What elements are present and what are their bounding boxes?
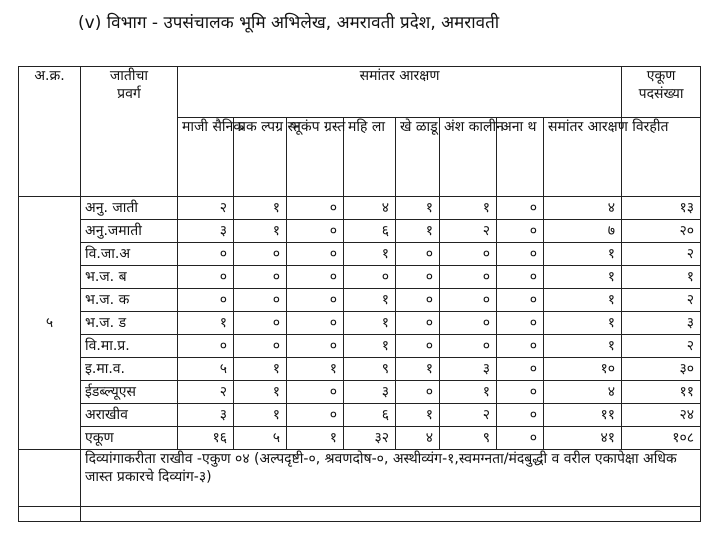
table-row: [19, 358, 701, 381]
value-cell: १: [344, 312, 396, 335]
value-cell: १: [178, 312, 234, 335]
serial-number: ५: [19, 197, 81, 450]
category-cell: भ.ज. ड: [81, 312, 178, 335]
value-cell: ०: [497, 197, 544, 220]
value-cell: ०: [497, 266, 544, 289]
value-cell: १: [234, 381, 287, 404]
value-cell: १: [344, 335, 396, 358]
table-row: [19, 404, 701, 427]
disability-note: दिव्यांगाकरीता राखीव -एकुण ०४ (अल्पदृष्टी-०, श्रवणदोष-०, अस्थीव्यंग-१,स्वमग्नता/मंदबुद्धी व वरील एकापेक्षा अधिक जास्त प्रकारचे दिव्यांग-३): [81, 450, 701, 507]
value-cell: ०: [234, 266, 287, 289]
value-cell: ०: [287, 289, 344, 312]
category-cell-total: एकूण: [81, 427, 178, 450]
table-row: [19, 220, 701, 243]
subheader-ex-servicemen: माजी सैनिक: [178, 118, 234, 197]
value-cell: १: [344, 289, 396, 312]
category-cell: अनु. जाती: [81, 197, 178, 220]
header-row-1: [19, 67, 701, 118]
value-cell: ३: [178, 220, 234, 243]
value-cell: १: [440, 381, 497, 404]
value-cell: ४: [344, 197, 396, 220]
value-cell: ४: [544, 197, 622, 220]
total-cell: ११: [622, 381, 701, 404]
value-cell: ०: [440, 289, 497, 312]
value-cell: १: [440, 197, 497, 220]
value-cell: ०: [234, 335, 287, 358]
total-cell: ३: [622, 312, 701, 335]
value-cell: १: [544, 289, 622, 312]
subheader-without-parallel: समांतर आरक्षण विरहीत: [544, 118, 622, 197]
value-cell: ०: [287, 266, 344, 289]
value-cell: १: [234, 404, 287, 427]
category-cell: अनु.जमाती: [81, 220, 178, 243]
value-cell: १: [396, 358, 440, 381]
value-cell: ०: [440, 312, 497, 335]
value-cell: ४१: [544, 427, 622, 450]
value-cell: ०: [497, 220, 544, 243]
partial-cell: [81, 507, 701, 522]
note-serial-blank: [19, 450, 81, 507]
value-cell: ०: [178, 289, 234, 312]
value-cell: १६: [178, 427, 234, 450]
header-category-line1: जातीचा: [109, 68, 149, 84]
value-cell: ०: [344, 266, 396, 289]
value-cell: ०: [234, 289, 287, 312]
value-cell: २: [440, 404, 497, 427]
disability-note-row: [19, 450, 701, 507]
value-cell: ३: [344, 381, 396, 404]
value-cell: ०: [396, 312, 440, 335]
value-cell: २: [178, 381, 234, 404]
total-cell: १३: [622, 197, 701, 220]
value-cell: ०: [497, 404, 544, 427]
grand-total-cell: १०८: [622, 427, 701, 450]
header-parallel-reservation: समांतर आरक्षण: [178, 67, 622, 118]
header-total-line2: पदसंख्या: [638, 86, 684, 102]
value-cell: ९: [344, 358, 396, 381]
value-cell: ५: [178, 358, 234, 381]
table-row: [19, 289, 701, 312]
value-cell: ३: [178, 404, 234, 427]
category-cell: अराखीव: [81, 404, 178, 427]
table-row: [19, 197, 701, 220]
value-cell: ०: [497, 427, 544, 450]
subheader-part-time: अंश कालीन: [440, 118, 497, 197]
value-cell: ०: [287, 220, 344, 243]
table-row: [19, 243, 701, 266]
header-total-line1: एकूण: [646, 68, 676, 84]
value-cell: १: [544, 335, 622, 358]
value-cell: १: [544, 243, 622, 266]
total-cell: २०: [622, 220, 701, 243]
value-cell: ०: [396, 335, 440, 358]
table-row: [19, 312, 701, 335]
value-cell: ०: [396, 266, 440, 289]
total-cell: २: [622, 335, 701, 358]
total-cell: १: [622, 266, 701, 289]
value-cell: ०: [497, 243, 544, 266]
value-cell: ०: [497, 381, 544, 404]
total-cell: २: [622, 289, 701, 312]
value-cell: ०: [178, 243, 234, 266]
value-cell: ४: [544, 381, 622, 404]
value-cell: ०: [178, 266, 234, 289]
header-total-posts: [622, 67, 701, 118]
category-cell: ईडब्ल्यूएस: [81, 381, 178, 404]
category-cell: भ.ज. ब: [81, 266, 178, 289]
value-cell: ०: [396, 289, 440, 312]
value-cell: १: [544, 266, 622, 289]
category-cell: वि.जा.अ: [81, 243, 178, 266]
value-cell: ६: [344, 220, 396, 243]
table-row: [19, 381, 701, 404]
value-cell: ५: [234, 427, 287, 450]
value-cell: ४: [396, 427, 440, 450]
category-cell: भ.ज. क: [81, 289, 178, 312]
total-cell: ३०: [622, 358, 701, 381]
total-row: [19, 427, 701, 450]
category-cell: इ.मा.व.: [81, 358, 178, 381]
subheader-sportsperson: खे ळाडू: [396, 118, 440, 197]
value-cell: १: [287, 358, 344, 381]
value-cell: ३२: [344, 427, 396, 450]
table-row: [19, 335, 701, 358]
header-serial: अ.क्र.: [19, 67, 81, 197]
value-cell: १: [544, 312, 622, 335]
value-cell: ०: [287, 312, 344, 335]
value-cell: ०: [287, 243, 344, 266]
value-cell: ०: [287, 197, 344, 220]
value-cell: ०: [497, 358, 544, 381]
partial-cell: [19, 507, 81, 522]
value-cell: ०: [396, 381, 440, 404]
page-heading: (v) विभाग - उपसंचालक भूमि अभिलेख, अमरावती प्रदेश, अमरावती: [78, 13, 500, 33]
value-cell: ११: [544, 404, 622, 427]
value-cell: ०: [287, 404, 344, 427]
reservation-table: [18, 66, 701, 522]
value-cell: २: [440, 220, 497, 243]
subheader-orphan: अना थ: [497, 118, 544, 197]
value-cell: ०: [234, 243, 287, 266]
header-category: [81, 67, 178, 197]
value-cell: १: [396, 220, 440, 243]
subheader-earthquake-affected: भूकंप ग्रस्त: [287, 118, 344, 197]
value-cell: १: [234, 197, 287, 220]
total-cell: २४: [622, 404, 701, 427]
value-cell: ०: [497, 335, 544, 358]
value-cell: २: [178, 197, 234, 220]
subheader-project-affected: प्रक ल्पग्र स्त: [234, 118, 287, 197]
subheader-women: महि ला: [344, 118, 396, 197]
category-cell: वि.मा.प्र.: [81, 335, 178, 358]
value-cell: ०: [440, 243, 497, 266]
value-cell: ९: [440, 427, 497, 450]
value-cell: १: [396, 404, 440, 427]
value-cell: ०: [234, 312, 287, 335]
total-cell: २: [622, 243, 701, 266]
value-cell: ६: [344, 404, 396, 427]
value-cell: १: [234, 220, 287, 243]
value-cell: ७: [544, 220, 622, 243]
value-cell: ०: [287, 381, 344, 404]
value-cell: ०: [287, 335, 344, 358]
value-cell: १०: [544, 358, 622, 381]
value-cell: ०: [440, 266, 497, 289]
value-cell: १: [287, 427, 344, 450]
value-cell: ०: [497, 312, 544, 335]
value-cell: ०: [497, 289, 544, 312]
value-cell: ३: [440, 358, 497, 381]
value-cell: १: [234, 358, 287, 381]
value-cell: १: [396, 197, 440, 220]
value-cell: ०: [396, 243, 440, 266]
value-cell: १: [344, 243, 396, 266]
value-cell: ०: [178, 335, 234, 358]
value-cell: ०: [440, 335, 497, 358]
table-row: [19, 266, 701, 289]
table-row-partial: [19, 507, 701, 522]
header-category-line2: प्रवर्ग: [117, 86, 141, 102]
